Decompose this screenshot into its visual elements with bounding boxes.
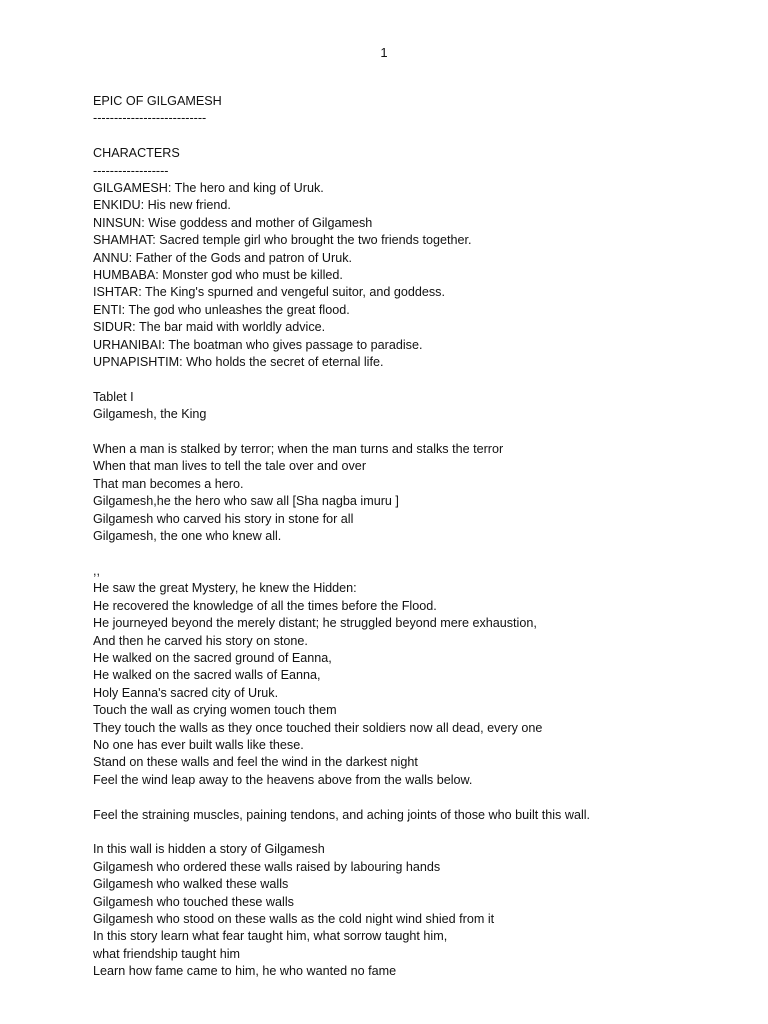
page-number: 1: [380, 45, 388, 60]
character-entry: ENKIDU: His new friend.: [93, 198, 231, 213]
character-entry: SIDUR: The bar maid with worldly advice.: [93, 320, 326, 335]
verse-line: No one has ever built walls like these.: [93, 737, 304, 752]
verse-line: Gilgamesh, the one who knew all.: [93, 529, 282, 544]
verse-line: In this story learn what fear taught him, what sorrow taught him,: [93, 929, 448, 944]
verse-line: He recovered the knowledge of all the times before the Flood.: [93, 598, 437, 613]
character-entry: URHANIBAI: The boatman who gives passage to paradise.: [93, 337, 423, 352]
verse-line: Gilgamesh who ordered these walls raised by labouring hands: [93, 859, 441, 874]
verse-line: Learn how fame came to him, he who wanted no fame: [93, 964, 397, 979]
characters-heading: CHARACTERS: [93, 146, 180, 161]
verse-line: Touch the wall as crying women touch them: [93, 703, 337, 718]
title-rule: ---------------------------: [93, 111, 207, 126]
stanza-3: [93, 807, 733, 824]
document-title: EPIC OF GILGAMESH: [93, 94, 222, 108]
verse-line: Gilgamesh,he the hero who saw all [Sha nagba imuru ]: [93, 494, 399, 509]
verse-line: Feel the wind leap away to the heavens above from the walls below.: [93, 772, 473, 787]
verse-line: Gilgamesh who touched these walls: [93, 894, 294, 909]
verse-line: They touch the walls as they once touched their soldiers now all dead, every one: [93, 720, 543, 735]
verse-line: He walked on the sacred ground of Eanna,: [93, 650, 332, 665]
characters-list: [93, 180, 733, 371]
character-entry: GILGAMESH: The hero and king of Uruk.: [93, 181, 324, 196]
verse-line: He journeyed beyond the merely distant; he struggled beyond mere exhaustion,: [93, 616, 537, 631]
verse-line: Holy Eanna's sacred city of Uruk.: [93, 685, 279, 700]
verse-line: what friendship taught him: [93, 946, 241, 961]
blank-line: [93, 824, 733, 841]
character-entry: SHAMHAT: Sacred temple girl who brought the two friends together.: [93, 233, 472, 248]
character-entry: NINSUN: Wise goddess and mother of Gilgamesh: [93, 215, 373, 230]
section-mark: ,,: [93, 563, 100, 578]
tablet-heading: Tablet I: [93, 389, 134, 404]
character-entry: UPNAPISHTIM: Who holds the secret of eternal life.: [93, 355, 384, 370]
blank-line: [93, 789, 733, 806]
blank-line: [93, 546, 733, 563]
verse-line: He saw the great Mystery, he knew the Hidden:: [93, 581, 357, 596]
character-entry: ENTI: The god who unleashes the great flood.: [93, 302, 350, 317]
verse-line: When a man is stalked by terror; when the man turns and stalks the terror: [93, 442, 504, 457]
verse-line: Stand on these walls and feel the wind in the darkest night: [93, 755, 418, 770]
stanza-4: [93, 841, 733, 980]
blank-line: [93, 424, 733, 441]
verse-line: Gilgamesh who walked these walls: [93, 877, 289, 892]
verse-line: And then he carved his story on stone.: [93, 633, 308, 648]
verse-line: That man becomes a hero.: [93, 476, 244, 491]
characters-rule: ------------------: [93, 163, 169, 178]
blank-line: [93, 371, 733, 388]
stanza-1: [93, 441, 733, 545]
character-entry: ISHTAR: The King's spurned and vengeful suitor, and goddess.: [93, 285, 445, 300]
verse-line: Gilgamesh who stood on these walls as the cold night wind shied from it: [93, 912, 495, 926]
character-entry: HUMBABA: Monster god who must be killed.: [93, 268, 343, 283]
character-entry: ANNU: Father of the Gods and patron of Uruk.: [93, 250, 352, 265]
verse-line: He walked on the sacred walls of Eanna,: [93, 668, 321, 683]
verse-line: In this wall is hidden a story of Gilgamesh: [93, 842, 325, 857]
blank-line: [93, 128, 733, 145]
verse-line: When that man lives to tell the tale over and over: [93, 459, 367, 474]
document-body: [93, 93, 733, 981]
verse-line: Feel the straining muscles, paining tendons, and aching joints of those who built this wall.: [93, 807, 591, 822]
verse-line: Gilgamesh who carved his story in stone for all: [93, 511, 354, 526]
stanza-2: [93, 580, 733, 789]
tablet-subheading: Gilgamesh, the King: [93, 407, 207, 422]
